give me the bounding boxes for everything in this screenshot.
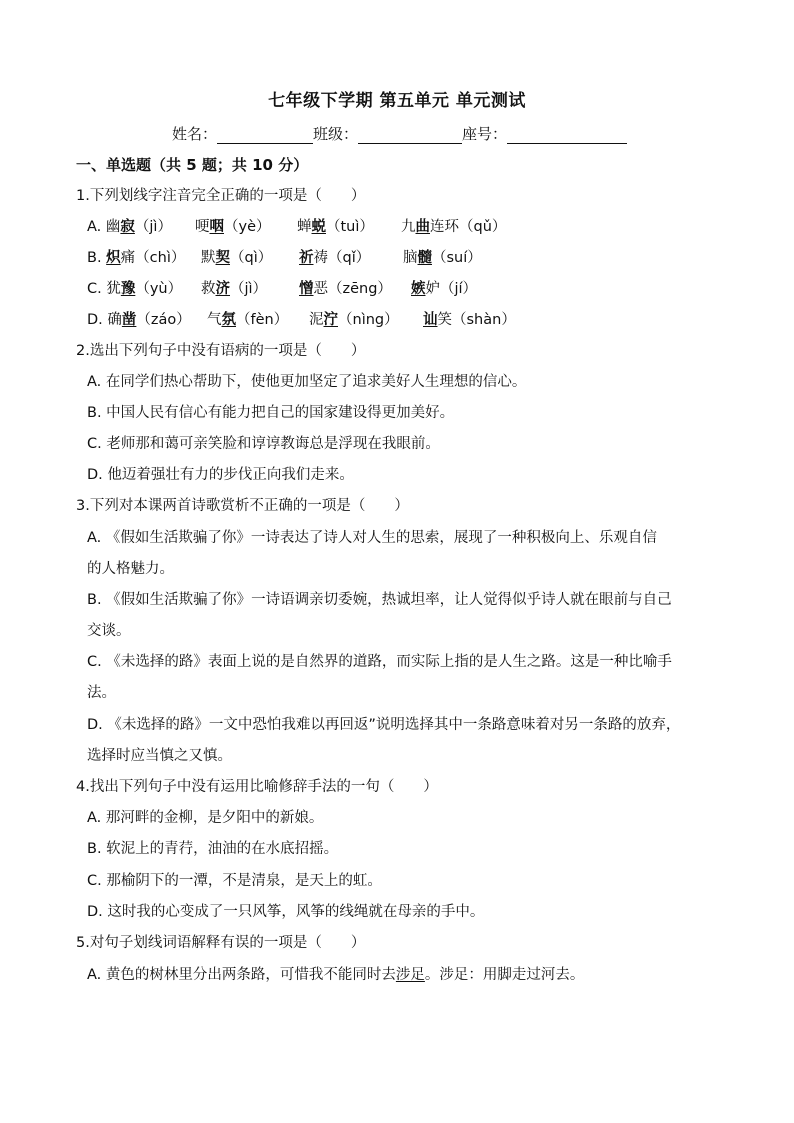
class-blank[interactable] — [358, 127, 462, 144]
question-3-option-c[interactable]: C. 《未选择的路》表面上说的是自然界的道路，而实际上指的是人生之路。这是一种比喻手 — [87, 654, 672, 670]
question-3-option-d[interactable]: D. 《未选择的路》一文中恐怕我难以再回返”说明选择其中一条路意味着对另一条路的放弃， — [87, 717, 681, 733]
page-title: 七年级下学期 第五单元 单元测试 — [268, 91, 526, 111]
question-2-stem: 2.选出下列句子中没有语病的一项是（ ） — [76, 343, 366, 359]
question-1-option-a[interactable]: A. 幽寂（jì） 哽咽（yè） 蝉蜕（tuì） 九曲连环（qǔ） — [87, 219, 507, 235]
name-label: 姓名： — [172, 125, 218, 143]
seat-label: 座号： — [462, 125, 508, 143]
student-info-line — [172, 123, 627, 144]
question-3-option-a-cont: 的人格魅力。 — [87, 561, 174, 577]
question-3-stem: 3.下列对本课两首诗歌赏析不正确的一项是（ ） — [76, 498, 409, 514]
seat-blank[interactable] — [507, 127, 627, 144]
question-3-option-b[interactable]: B. 《假如生活欺骗了你》一诗语调亲切委婉，热诚坦率，让人觉得似乎诗人就在眼前与自己 — [87, 592, 672, 608]
question-5-option-a[interactable]: A. 黄色的树林里分出两条路，可惜我不能同时去涉足。涉足：用脚走过河去。 — [87, 967, 585, 983]
question-2-option-a[interactable]: A. 在同学们热心帮助下，使他更加坚定了追求美好人生理想的信心。 — [87, 374, 527, 390]
question-4-option-a[interactable]: A. 那河畔的金柳，是夕阳中的新娘。 — [87, 810, 324, 826]
underlined-term: 涉足 — [395, 967, 425, 983]
question-4-option-d[interactable]: D. 这时我的心变成了一只风筝，风筝的线绳就在母亲的手中。 — [87, 904, 485, 920]
question-1-option-d[interactable]: D. 确凿（záo） 气氛（fèn） 泥泞（nìng） 讪笑（shàn） — [87, 312, 516, 328]
question-3-option-d-cont: 选择时应当慎之又慎。 — [87, 748, 232, 764]
question-3-option-a[interactable]: A. 《假如生活欺骗了你》一诗表达了诗人对人生的思索，展现了一种积极向上、乐观自信 — [87, 530, 657, 546]
class-label: 班级： — [313, 125, 359, 143]
question-1-option-b[interactable]: B. 炽痛（chì） 默契（qì） 祈祷（qǐ） 脑髓（suí） — [87, 250, 482, 266]
question-2-option-c[interactable]: C. 老师那和蔼可亲笑脸和谆谆教诲总是浮现在我眼前。 — [87, 436, 440, 452]
question-2-option-d[interactable]: D. 他迈着强壮有力的步伐正向我们走来。 — [87, 467, 354, 483]
question-4-option-b[interactable]: B. 软泥上的青荇，油油的在水底招摇。 — [87, 841, 339, 857]
question-1-stem: 1.下列划线字注音完全正确的一项是（ ） — [76, 188, 366, 204]
question-2-option-b[interactable]: B. 中国人民有信心有能力把自己的国家建设得更加美好。 — [87, 405, 455, 421]
question-4-option-c[interactable]: C. 那榆阴下的一潭，不是清泉，是天上的虹。 — [87, 873, 382, 889]
question-4-stem: 4.找出下列句子中没有运用比喻修辞手法的一句（ ） — [76, 779, 438, 795]
question-5-stem: 5.对句子划线词语解释有误的一项是（ ） — [76, 935, 366, 951]
name-blank[interactable] — [217, 127, 313, 144]
question-1-option-c[interactable]: C. 犹豫（yù） 救济（jì） 憎恶（zēng） 嫉妒（jí） — [87, 281, 478, 297]
section-heading: 一、单选题（共 5 题；共 10 分） — [76, 156, 309, 174]
question-3-option-b-cont: 交谈。 — [87, 623, 131, 639]
question-3-option-c-cont: 法。 — [87, 685, 116, 701]
